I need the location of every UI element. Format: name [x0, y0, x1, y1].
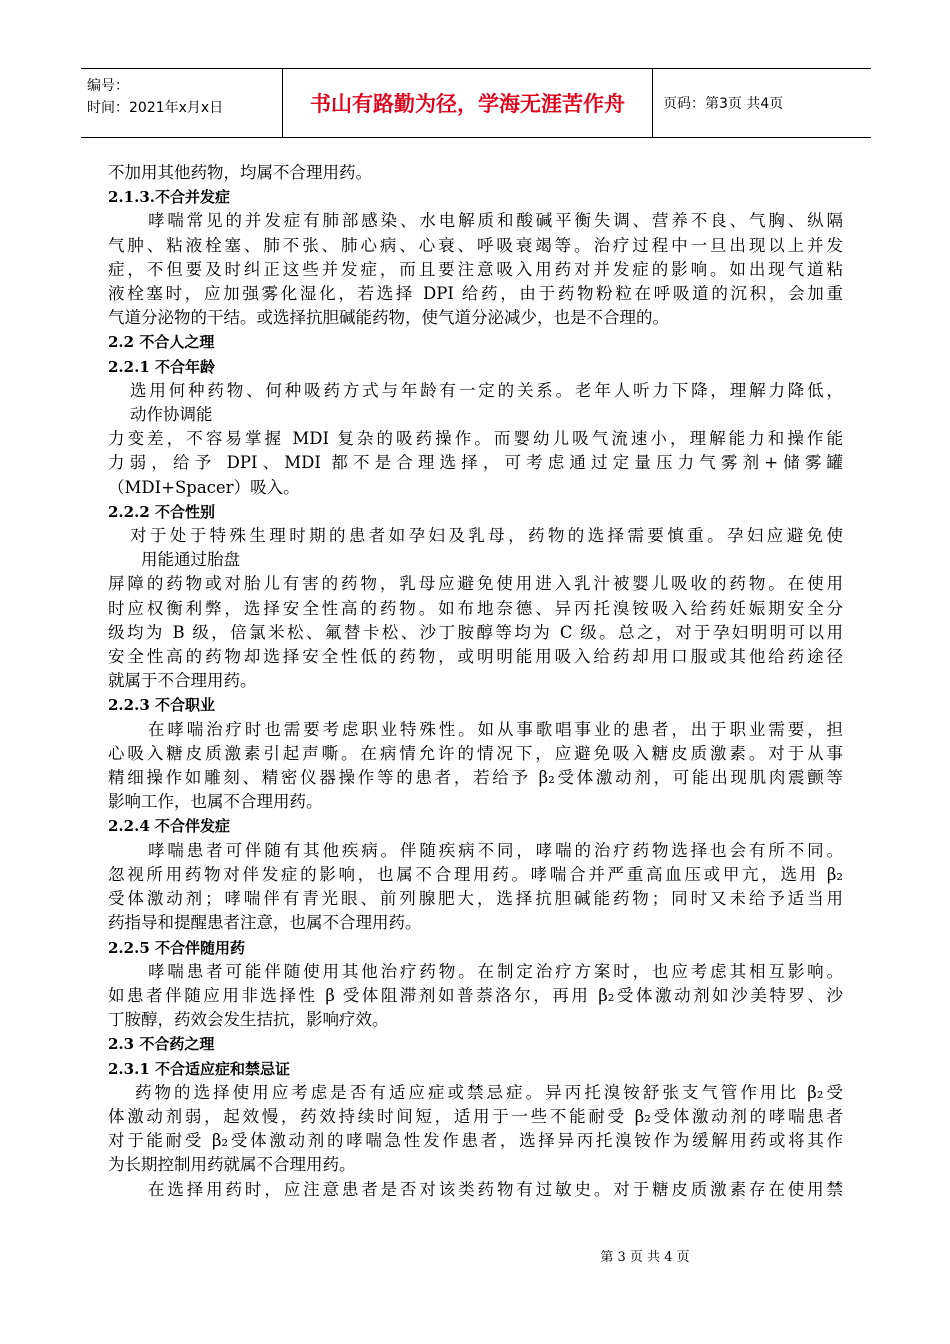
paragraph-line: 症，不但要及时纠正这些并发症，而且要注意吸入用药对并发症的影响。如出现气道粘: [108, 259, 843, 279]
header-time: 时间：2021年x月x日: [87, 100, 224, 116]
paragraph-line: 精细操作如雕刻、精密仪器操作等的患者，若给予 β₂受体激动剂，可能出现肌肉震颤等: [108, 768, 843, 788]
paragraph-line: 动作协调能: [130, 405, 213, 425]
section-heading: 2.2.5 不合伴随用药: [108, 938, 245, 957]
header-page-number: 页码：第3页 共4页: [663, 96, 784, 112]
page-header: [81, 68, 871, 138]
footer-page-number: 第 3 页 共 4 页: [600, 1250, 690, 1265]
paragraph-line: 选用何种药物、何种吸药方式与年龄有一定的关系。老年人听力下降，理解力降低，: [130, 380, 843, 400]
section-heading: 2.3.1 不合适应症和禁忌证: [108, 1059, 290, 1078]
paragraph-line: 药物的选择使用应考虑是否有适应症或禁忌症。异丙托溴铵舒张支气管作用比 β₂受: [135, 1082, 843, 1102]
section-heading: 2.1.3.不合并发症: [108, 188, 230, 207]
paragraph-line: 丁胺醇，药效会发生拮抗，影响疗效。: [108, 1010, 389, 1030]
document-body: [108, 161, 843, 1202]
header-bianhao: 编号：: [87, 78, 129, 94]
paragraph-line: 不加用其他药物，均属不合理用药。: [108, 163, 372, 182]
header-page-cell: [653, 69, 871, 137]
section-heading: 2.2.2 不合性别: [108, 502, 215, 521]
paragraph-line: 气肿、粘液栓塞、肺不张、肺心病、心衰、呼吸衰竭等。治疗过程中一旦出现以上并发: [108, 235, 843, 255]
paragraph-line: 就属于不合理用药。: [108, 671, 257, 691]
paragraph-line: 时应权衡利弊，选择安全性高的药物。如布地奈德、异丙托溴铵吸入给药妊娠期安全分: [108, 598, 843, 618]
section-heading: 2.3 不合药之理: [108, 1035, 215, 1054]
paragraph-line: 药指导和提醒患者注意，也属不合理用药。: [108, 913, 422, 933]
page-footer: [0, 1246, 950, 1265]
paragraph-line: 哮喘患者可伴随有其他疾病。伴随疾病不同，哮喘的治疗药物选择也会有所不同。: [148, 840, 843, 860]
paragraph-line: 力弱，给予 DPI、MDI 都不是合理选择，可考虑通过定量压力气雾剂+储雾罐: [108, 453, 843, 473]
paragraph-line: 心吸入糖皮质激素引起声嘶。在病情允许的情况下，应避免吸入糖皮质激素。对于从事: [108, 743, 843, 763]
paragraph-line: 如患者伴随应用非选择性 β 受体阻滞剂如普萘洛尔，再用 β₂受体激动剂如沙美特罗、沙: [108, 985, 843, 1005]
section-heading: 2.2.4 不合伴发症: [108, 817, 230, 836]
paragraph-line: 力变差，不容易掌握 MDI 复杂的吸药操作。而婴幼儿吸气流速小，理解能力和操作能: [108, 429, 843, 449]
section-heading: 2.2.1 不合年龄: [108, 357, 215, 376]
paragraph-line: 安全性高的药物却选择安全性低的药物，或明明能用吸入给药却用口服或其他给药途径: [108, 647, 843, 667]
paragraph-line: 对于处于特殊生理时期的患者如孕妇及乳母，药物的选择需要慎重。孕妇应避免使: [130, 526, 843, 546]
paragraph-line: 忽视所用药物对伴发症的影响，也属不合理用药。哮喘合并严重高血压或甲亢，选用 β₂: [108, 864, 843, 884]
header-motto: 书山有路勤为径，学海无涯苦作舟: [310, 92, 625, 116]
paragraph-line: 液栓塞时，应加强雾化湿化，若选择 DPI 给药，由于药物粉粒在呼吸道的沉积，会加重: [108, 284, 843, 304]
paragraph-line: 对于能耐受 β₂受体激动剂的哮喘急性发作患者，选择异丙托溴铵作为缓解用药或将其作: [108, 1131, 843, 1151]
paragraph-line: 影响工作，也属不合理用药。: [108, 792, 323, 812]
section-heading: 2.2 不合人之理: [108, 333, 215, 352]
paragraph-line: 用能通过胎盘: [141, 550, 240, 570]
paragraph-line: 屏障的药物或对胎儿有害的药物，乳母应避免使用进入乳汁被婴儿吸收的药物。在使用: [108, 574, 843, 594]
paragraph-line: 气道分泌物的干结。或选择抗胆碱能药物，使气道分泌减少，也是不合理的。: [108, 308, 669, 328]
paragraph-line: 哮喘患者可能伴随使用其他治疗药物。在制定治疗方案时，也应考虑其相互影响。: [148, 961, 843, 981]
section-heading: 2.2.3 不合职业: [108, 696, 215, 715]
paragraph-line: 哮喘常见的并发症有肺部感染、水电解质和酸碱平衡失调、营养不良、气胸、纵隔: [148, 211, 843, 231]
paragraph-line: 为长期控制用药就属不合理用药。: [108, 1155, 356, 1175]
paragraph-line: 级均为 B 级，倍氯米松、氟替卡松、沙丁胺醇等均为 C 级。总之，对于孕妇明明可以用: [108, 622, 843, 642]
paragraph-line: （MDI+Spacer）吸入。: [108, 477, 300, 497]
paragraph-line: 体激动剂弱，起效慢，药效持续时间短，适用于一些不能耐受 β₂受体激动剂的哮喘患者: [108, 1106, 843, 1126]
paragraph-line: 在哮喘治疗时也需要考虑职业特殊性。如从事歌唱事业的患者，出于职业需要，担: [148, 719, 843, 739]
header-motto-cell: [283, 69, 653, 137]
header-info: [81, 69, 283, 137]
paragraph-line: 受体激动剂；哮喘伴有青光眼、前列腺肥大，选择抗胆碱能药物；同时又未给予适当用: [108, 889, 843, 909]
paragraph-line: 在选择用药时，应注意患者是否对该类药物有过敏史。对于糖皮质激素存在使用禁: [148, 1179, 843, 1199]
